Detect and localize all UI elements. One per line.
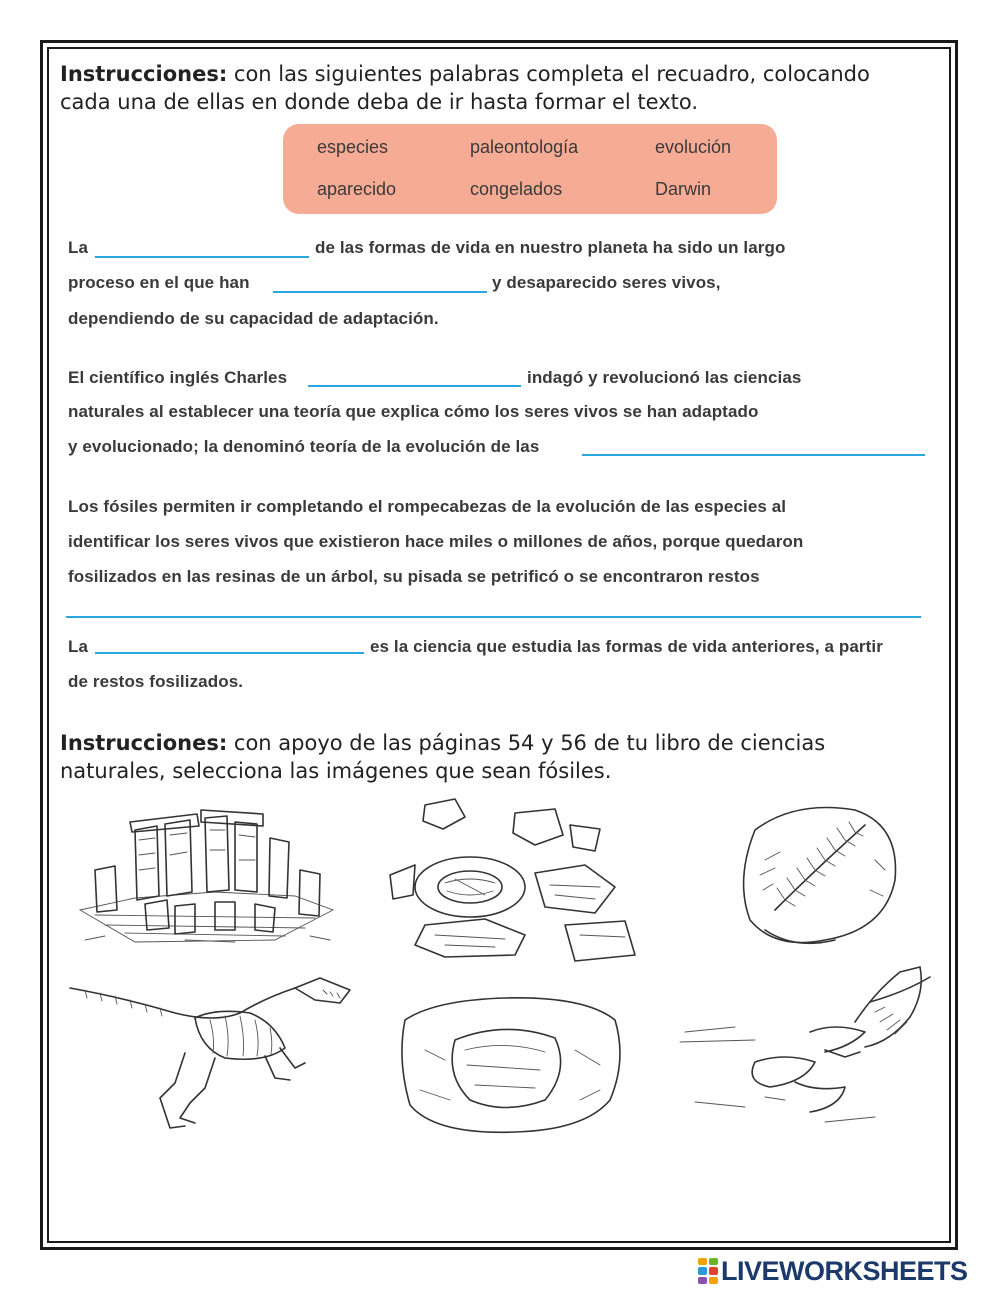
dinosaur-skeleton-image[interactable] xyxy=(65,968,355,1133)
blank-5-input[interactable] xyxy=(66,616,921,618)
word-bank-item: Darwin xyxy=(655,179,712,199)
rock-image[interactable] xyxy=(395,990,630,1140)
word-bank-item: aparecido xyxy=(317,179,397,199)
blank-1-input[interactable] xyxy=(95,256,309,258)
word-bank-item: evolución xyxy=(655,137,732,157)
instructions-2-line2: naturales, selecciona las imágenes que sean fósiles. xyxy=(60,759,612,783)
word-bank-item: especies xyxy=(317,137,389,157)
stonehenge-image[interactable] xyxy=(75,800,340,950)
p1-line3: dependiendo de su capacidad de adaptación. xyxy=(68,309,439,328)
p1-line2-start: proceso en el que han xyxy=(68,273,250,292)
instructions-2 xyxy=(60,729,920,785)
instructions-2-label: Instrucciones: xyxy=(60,731,228,755)
instructions-2-line1: con apoyo de las páginas 54 y 56 de tu libro de ciencias xyxy=(227,731,826,755)
liveworksheets-logo xyxy=(698,1255,968,1287)
fern-fossil-image[interactable] xyxy=(725,800,910,955)
blank-3-input[interactable] xyxy=(308,385,521,387)
p3-line1: Los fósiles permiten ir completando el rompecabezas de la evolución de las especies al xyxy=(68,497,787,516)
p4-line2: de restos fosilizados. xyxy=(68,672,244,691)
p1-line1-end: de las formas de vida en nuestro planeta ha sido un largo xyxy=(315,238,786,257)
word-bank-item: congelados xyxy=(470,179,563,199)
p2-line2: naturales al establecer una teoría que explica cómo los seres vivos se han adaptado xyxy=(68,402,759,421)
instructions-1-line2: cada una de ellas en donde deba de ir hasta formar el texto. xyxy=(60,90,699,114)
p3-line2: identificar los seres vivos que existieron hace miles o millones de años, porque quedaron xyxy=(68,532,804,551)
blank-2-input[interactable] xyxy=(273,291,487,293)
word-bank xyxy=(283,124,777,214)
instructions-1-label: Instrucciones: xyxy=(60,62,228,86)
logo-mark-icon xyxy=(698,1258,718,1284)
p2-line3-start: y evolucionado; la denominó teoría de la evolución de las xyxy=(68,437,540,456)
blank-6-input[interactable] xyxy=(95,652,364,654)
logo-text: LIVEWORKSHEETS xyxy=(721,1255,968,1286)
p2-line1-end: indagó y revolucionó las ciencias xyxy=(527,368,802,387)
p2-line1-start: El científico inglés Charles xyxy=(68,368,288,387)
instructions-1-line1: con las siguientes palabras completa el recuadro, colocando xyxy=(227,62,870,86)
p4-line1-start: La xyxy=(68,637,89,656)
dinosaur-footprint-image[interactable] xyxy=(675,962,940,1137)
p4-line1-end: es la ciencia que estudia las formas de vida anteriores, a partir xyxy=(370,637,883,656)
instructions-1 xyxy=(60,60,920,116)
p1-line1-start: La xyxy=(68,238,89,257)
blank-4-input[interactable] xyxy=(582,454,925,456)
p3-line3: fosilizados en las resinas de un árbol, su pisada se petrificó o se encontraron restos xyxy=(68,567,760,586)
p1-line2-end: y desaparecido seres vivos, xyxy=(492,273,721,292)
word-bank-item: paleontología xyxy=(470,137,579,157)
broken-pottery-image[interactable] xyxy=(385,795,640,965)
